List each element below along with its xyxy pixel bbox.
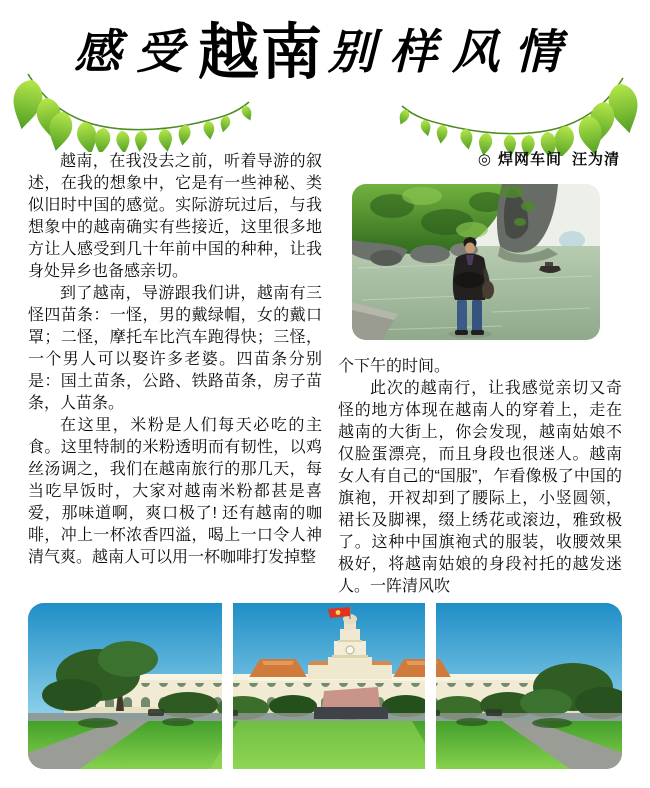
article-paragraph: 此次的越南行，让我感觉亲切又奇怪的地方体现在越南人的穿着上，走在越南的大街上，你会发现，越南姑娘不仅脸蛋漂亮，而且身段也很迷人。越南女人有自己的“国服”，乍看像极了中国的旗袍，开衩却到了腰际上，小竖圆领，裙长及脚裸，缀上绣花或滚边，雅致极了。这种中国旗袍式的服装，收腰效果极好，将越南姑娘的身段衬托的越发迷人。一阵清风吹 <box>338 380 622 595</box>
halong-bay-scene <box>352 184 600 340</box>
city-hall-scene <box>28 603 622 769</box>
article-paragraph: 到了越南，导游跟我们讲，越南有三怪四苗条：一怪，男的戴绿帽，女的戴口罩；二怪，摩托车比汽车跑得快；三怪，一个男人可以娶许多老婆。四苗条分别是：国土苗条，公路、铁路苗条，房子苗条，人苗条。 <box>28 285 322 412</box>
article-column-right-text <box>338 356 622 598</box>
byline-marker-icon: ◎ <box>477 151 492 168</box>
article-column-right <box>338 150 622 598</box>
panel-divider <box>425 603 436 769</box>
photo-halong-bay-portrait <box>352 184 600 340</box>
title-bold-center: 越南 <box>197 18 324 86</box>
title-script-right: 别样风情 <box>328 25 576 80</box>
article-column-left <box>28 151 322 569</box>
vine-leaves-icon <box>12 72 252 152</box>
byline <box>338 150 622 170</box>
article-paragraph: 个下午的时间。 <box>338 358 451 375</box>
vine-decoration-right <box>396 76 642 156</box>
byline-unit: 焊网车间 <box>497 151 562 168</box>
vine-decoration-left <box>12 72 252 152</box>
monument <box>314 687 388 719</box>
byline-author: 汪为清 <box>571 151 620 168</box>
title-script-left: 感受 <box>73 25 198 80</box>
article-paragraph: 越南，在我没去之前，听着导游的叙述，在我的想象中，它是有一些神秘、类似旧时中国的感觉。实际游玩过后，与我想象中的越南确实有些接近，这里很多地方让人感受到几十年前中国的种种，让我身处异乡也备感亲切。 <box>28 153 322 280</box>
photo-city-hall-panorama <box>28 603 622 769</box>
article-paragraph: 在这里，米粉是人们每天必吃的主食。这里特制的米粉透明而有韧性，以鸡丝汤调之，我们在越南旅行的那几天，每当吃早饭时，大家对越南米粉都甚是喜爱，那味道啊，爽口极了! 还有越南的咖啡，冲上一杯浓香四溢，喝上一口令人神清气爽。越南人可以用一杯咖啡打发掉整 <box>28 417 322 566</box>
vine-leaves-icon <box>396 76 642 156</box>
panel-divider <box>222 603 233 769</box>
